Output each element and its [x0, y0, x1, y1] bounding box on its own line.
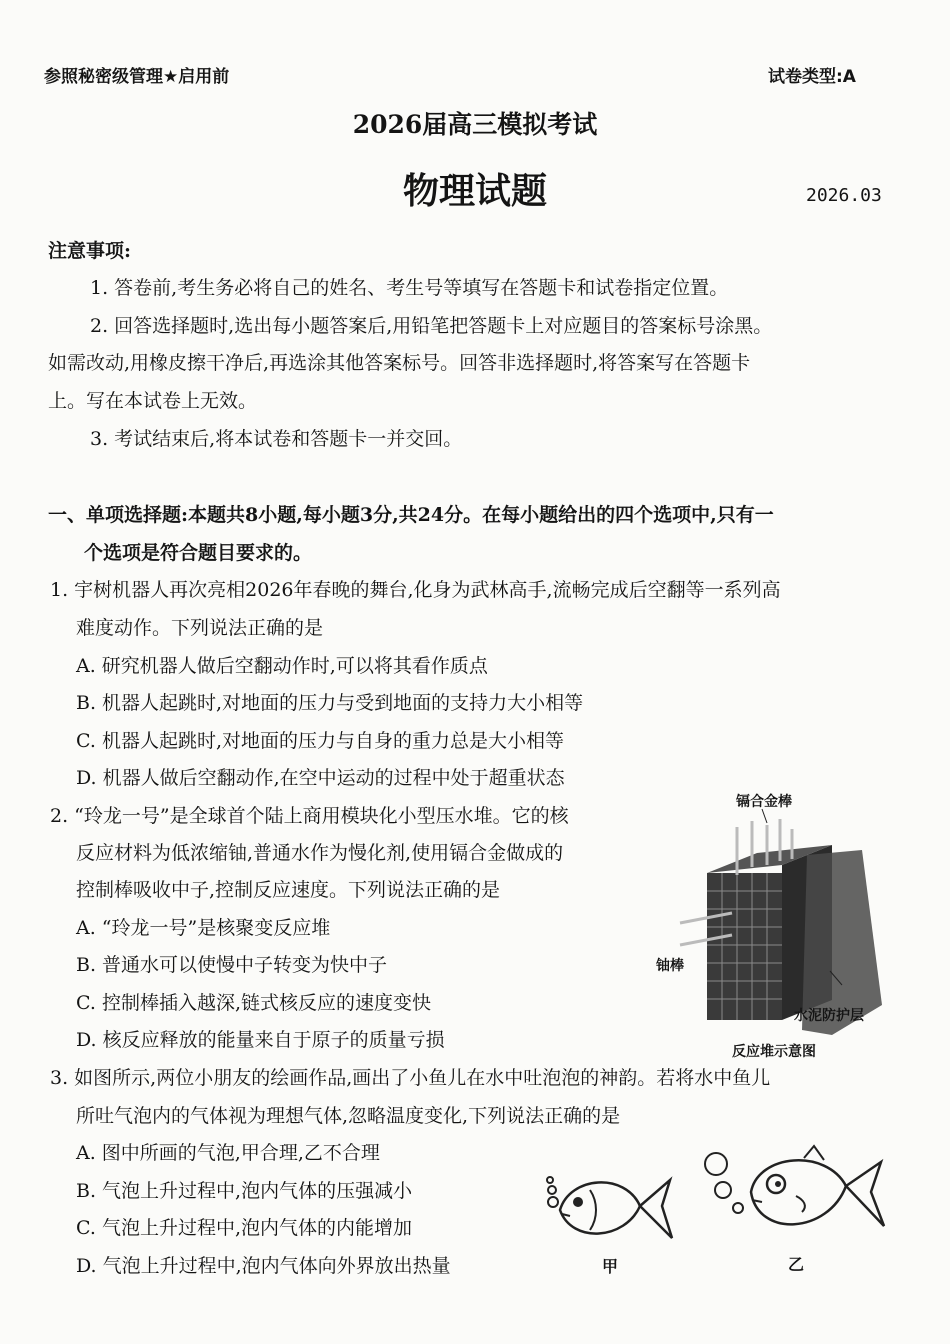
fish-yi-body	[751, 1160, 846, 1224]
label-concrete-layer: 水泥防护层	[794, 1008, 864, 1024]
label-jia: 甲	[602, 1257, 619, 1276]
fish-yi-gill	[796, 1196, 805, 1212]
notice-item-2-line-1: 2. 回答选择题时,选出每小题答案后,用铅笔把答题卡上对应题目的答案标号涂黑。	[90, 315, 773, 337]
section-1-line-1: 一、单项选择题:本题共8小题,每小题3分,共24分。在每小题给出的四个选项中,只有一	[48, 504, 774, 526]
q3-option-c: C. 气泡上升过程中,泡内气体的内能增加	[76, 1217, 412, 1239]
exam-date: 2026.03	[806, 185, 882, 206]
q3-option-a: A. 图中所画的气泡,甲合理,乙不合理	[76, 1142, 380, 1164]
q2-option-c: C. 控制棒插入越深,链式核反应的速度变快	[76, 992, 431, 1014]
bubble-small	[547, 1177, 553, 1183]
notice-item-3: 3. 考试结束后,将本试卷和答题卡一并交回。	[90, 428, 463, 450]
q1-option-a: A. 研究机器人做后空翻动作时,可以将其看作质点	[76, 655, 488, 677]
exam-title: 2026届高三模拟考试	[352, 110, 598, 139]
fish-jia-drawing	[540, 1158, 680, 1258]
reactor-caption: 反应堆示意图	[732, 1044, 816, 1060]
fish-jia-body	[560, 1182, 640, 1233]
q2-option-b: B. 普通水可以使慢中子转变为快中子	[76, 954, 388, 976]
fish-jia-gill	[590, 1190, 596, 1230]
bubble-bottom	[733, 1203, 743, 1213]
q1-stem-line-1: 1. 宇树机器人再次亮相2026年春晚的舞台,化身为武林高手,流畅完成后空翻等一系列高	[50, 579, 781, 601]
fish-jia-tail	[640, 1180, 672, 1238]
reactor-front-face	[707, 873, 782, 1020]
q2-stem-line-3: 控制棒吸收中子,控制反应速度。下列说法正确的是	[76, 879, 501, 901]
q1-option-c: C. 机器人起跳时,对地面的压力与自身的重力总是大小相等	[76, 730, 564, 752]
q3-option-b: B. 气泡上升过程中,泡内气体的压强减小	[76, 1180, 413, 1202]
notice-item-2-line-3: 上。写在本试卷上无效。	[48, 390, 258, 412]
fish-jia-figure	[540, 1158, 680, 1278]
notice-heading: 注意事项:	[48, 240, 132, 262]
fish-yi-tail	[846, 1162, 884, 1226]
reactor-figure	[652, 795, 892, 1060]
subject-title: 物理试题	[402, 171, 547, 212]
fish-jia-eye	[573, 1197, 583, 1207]
q2-option-a: A. “玲龙一号”是核聚变反应堆	[76, 917, 331, 939]
paper-type: 试卷类型:A	[768, 67, 856, 87]
q2-stem-line-2: 反应材料为低浓缩铀,普通水作为慢化剂,使用镉合金做成的	[76, 842, 564, 864]
confidential-mark: 参照秘密级管理★启用前	[44, 67, 230, 87]
q1-option-d: D. 机器人做后空翻动作,在空中运动的过程中处于超重状态	[76, 767, 565, 789]
section-1-line-2: 个选项是符合题目要求的。	[84, 542, 313, 564]
q3-option-d: D. 气泡上升过程中,泡内气体向外界放出热量	[76, 1255, 451, 1277]
fish-yi-fin	[804, 1146, 824, 1160]
fish-yi-pupil	[775, 1181, 781, 1187]
bubble-large	[548, 1197, 558, 1207]
q3-stem-line-2: 所吐气泡内的气体视为理想气体,忽略温度变化,下列说法正确的是	[76, 1105, 621, 1127]
q3-stem-line-1: 3. 如图所示,两位小朋友的绘画作品,画出了小鱼儿在水中吐泡泡的神韵。若将水中鱼儿	[50, 1067, 771, 1089]
label-yi: 乙	[788, 1255, 805, 1274]
q1-stem-line-2: 难度动作。下列说法正确的是	[76, 617, 324, 639]
fish-yi-drawing	[696, 1142, 896, 1254]
q2-option-d: D. 核反应释放的能量来自于原子的质量亏损	[76, 1029, 445, 1051]
notice-item-1: 1. 答卷前,考生务必将自己的姓名、考生号等填写在答题卡和试卷指定位置。	[90, 277, 729, 299]
notice-item-2-line-2: 如需改动,用橡皮擦干净后,再选涂其他答案标号。回答非选择题时,将答案写在答题卡	[48, 352, 751, 374]
q1-option-b: B. 机器人起跳时,对地面的压力与受到地面的支持力大小相等	[76, 692, 584, 714]
bubble-top	[705, 1153, 727, 1175]
rod-top-pointer	[762, 809, 767, 823]
bubble-middle	[715, 1182, 731, 1198]
bubble-medium	[548, 1186, 556, 1194]
label-cadmium-rod: 镉合金棒	[736, 794, 792, 810]
fish-yi-figure	[696, 1142, 896, 1278]
q2-stem-line-1: 2. “玲龙一号”是全球首个陆上商用模块化小型压水堆。它的核	[50, 805, 569, 827]
label-uranium-rod: 铀棒	[656, 958, 684, 974]
